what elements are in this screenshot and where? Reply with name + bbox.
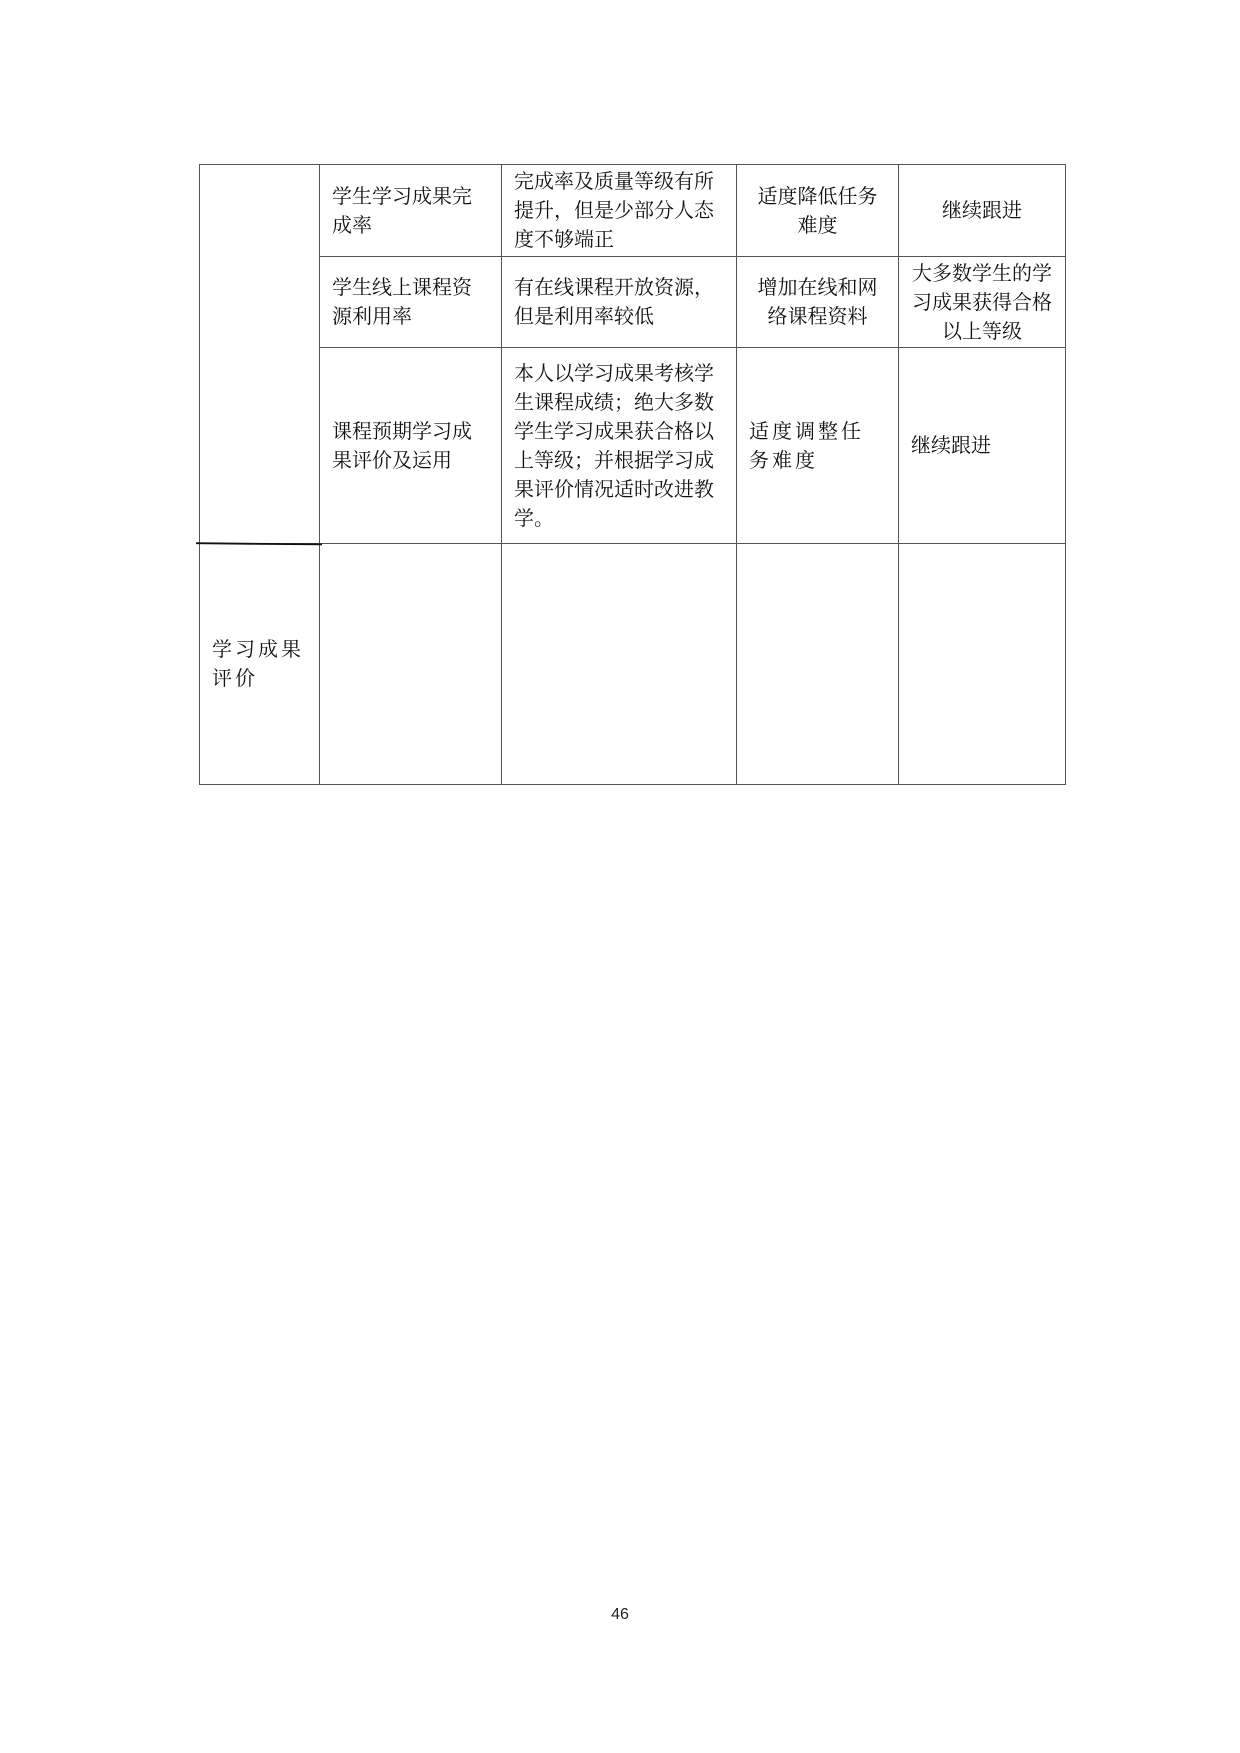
table-row [200,348,1066,544]
empty-cell [502,544,737,785]
item-cell: 学生学习成果完成率 [320,165,502,257]
item-cell: 学生线上课程资源利用率 [320,257,502,348]
effect-cell: 继续跟进 [899,165,1066,257]
evaluation-table [199,164,1066,785]
item-cell: 课程预期学习成果评价及运用 [320,348,502,544]
status-cell: 有在线课程开放资源，但是利用率较低 [502,257,737,348]
category-cell-blank [200,165,320,544]
table-row [200,544,1066,785]
effect-cell: 大多数学生的学习成果获得合格以上等级 [899,257,1066,348]
table-row [200,257,1066,348]
table-row [200,165,1066,257]
empty-cell [737,544,899,785]
effect-cell: 继续跟进 [899,348,1066,544]
status-cell: 本人以学习成果考核学生课程成绩；绝大多数学生学习成果获合格以上等级；并根据学习成果评价情况适时改进教学。 [502,348,737,544]
handwritten-divider-line [196,542,322,546]
measure-cell: 适度降低任务难度 [737,165,899,257]
measure-cell: 增加在线和网络课程资料 [737,257,899,348]
empty-cell [320,544,502,785]
status-cell: 完成率及质量等级有所提升，但是少部分人态度不够端正 [502,165,737,257]
measure-cell: 适度调整任务难度 [737,348,899,544]
empty-cell [899,544,1066,785]
category-cell: 学习成果评价 [200,544,320,785]
page-number: 46 [611,1606,629,1623]
